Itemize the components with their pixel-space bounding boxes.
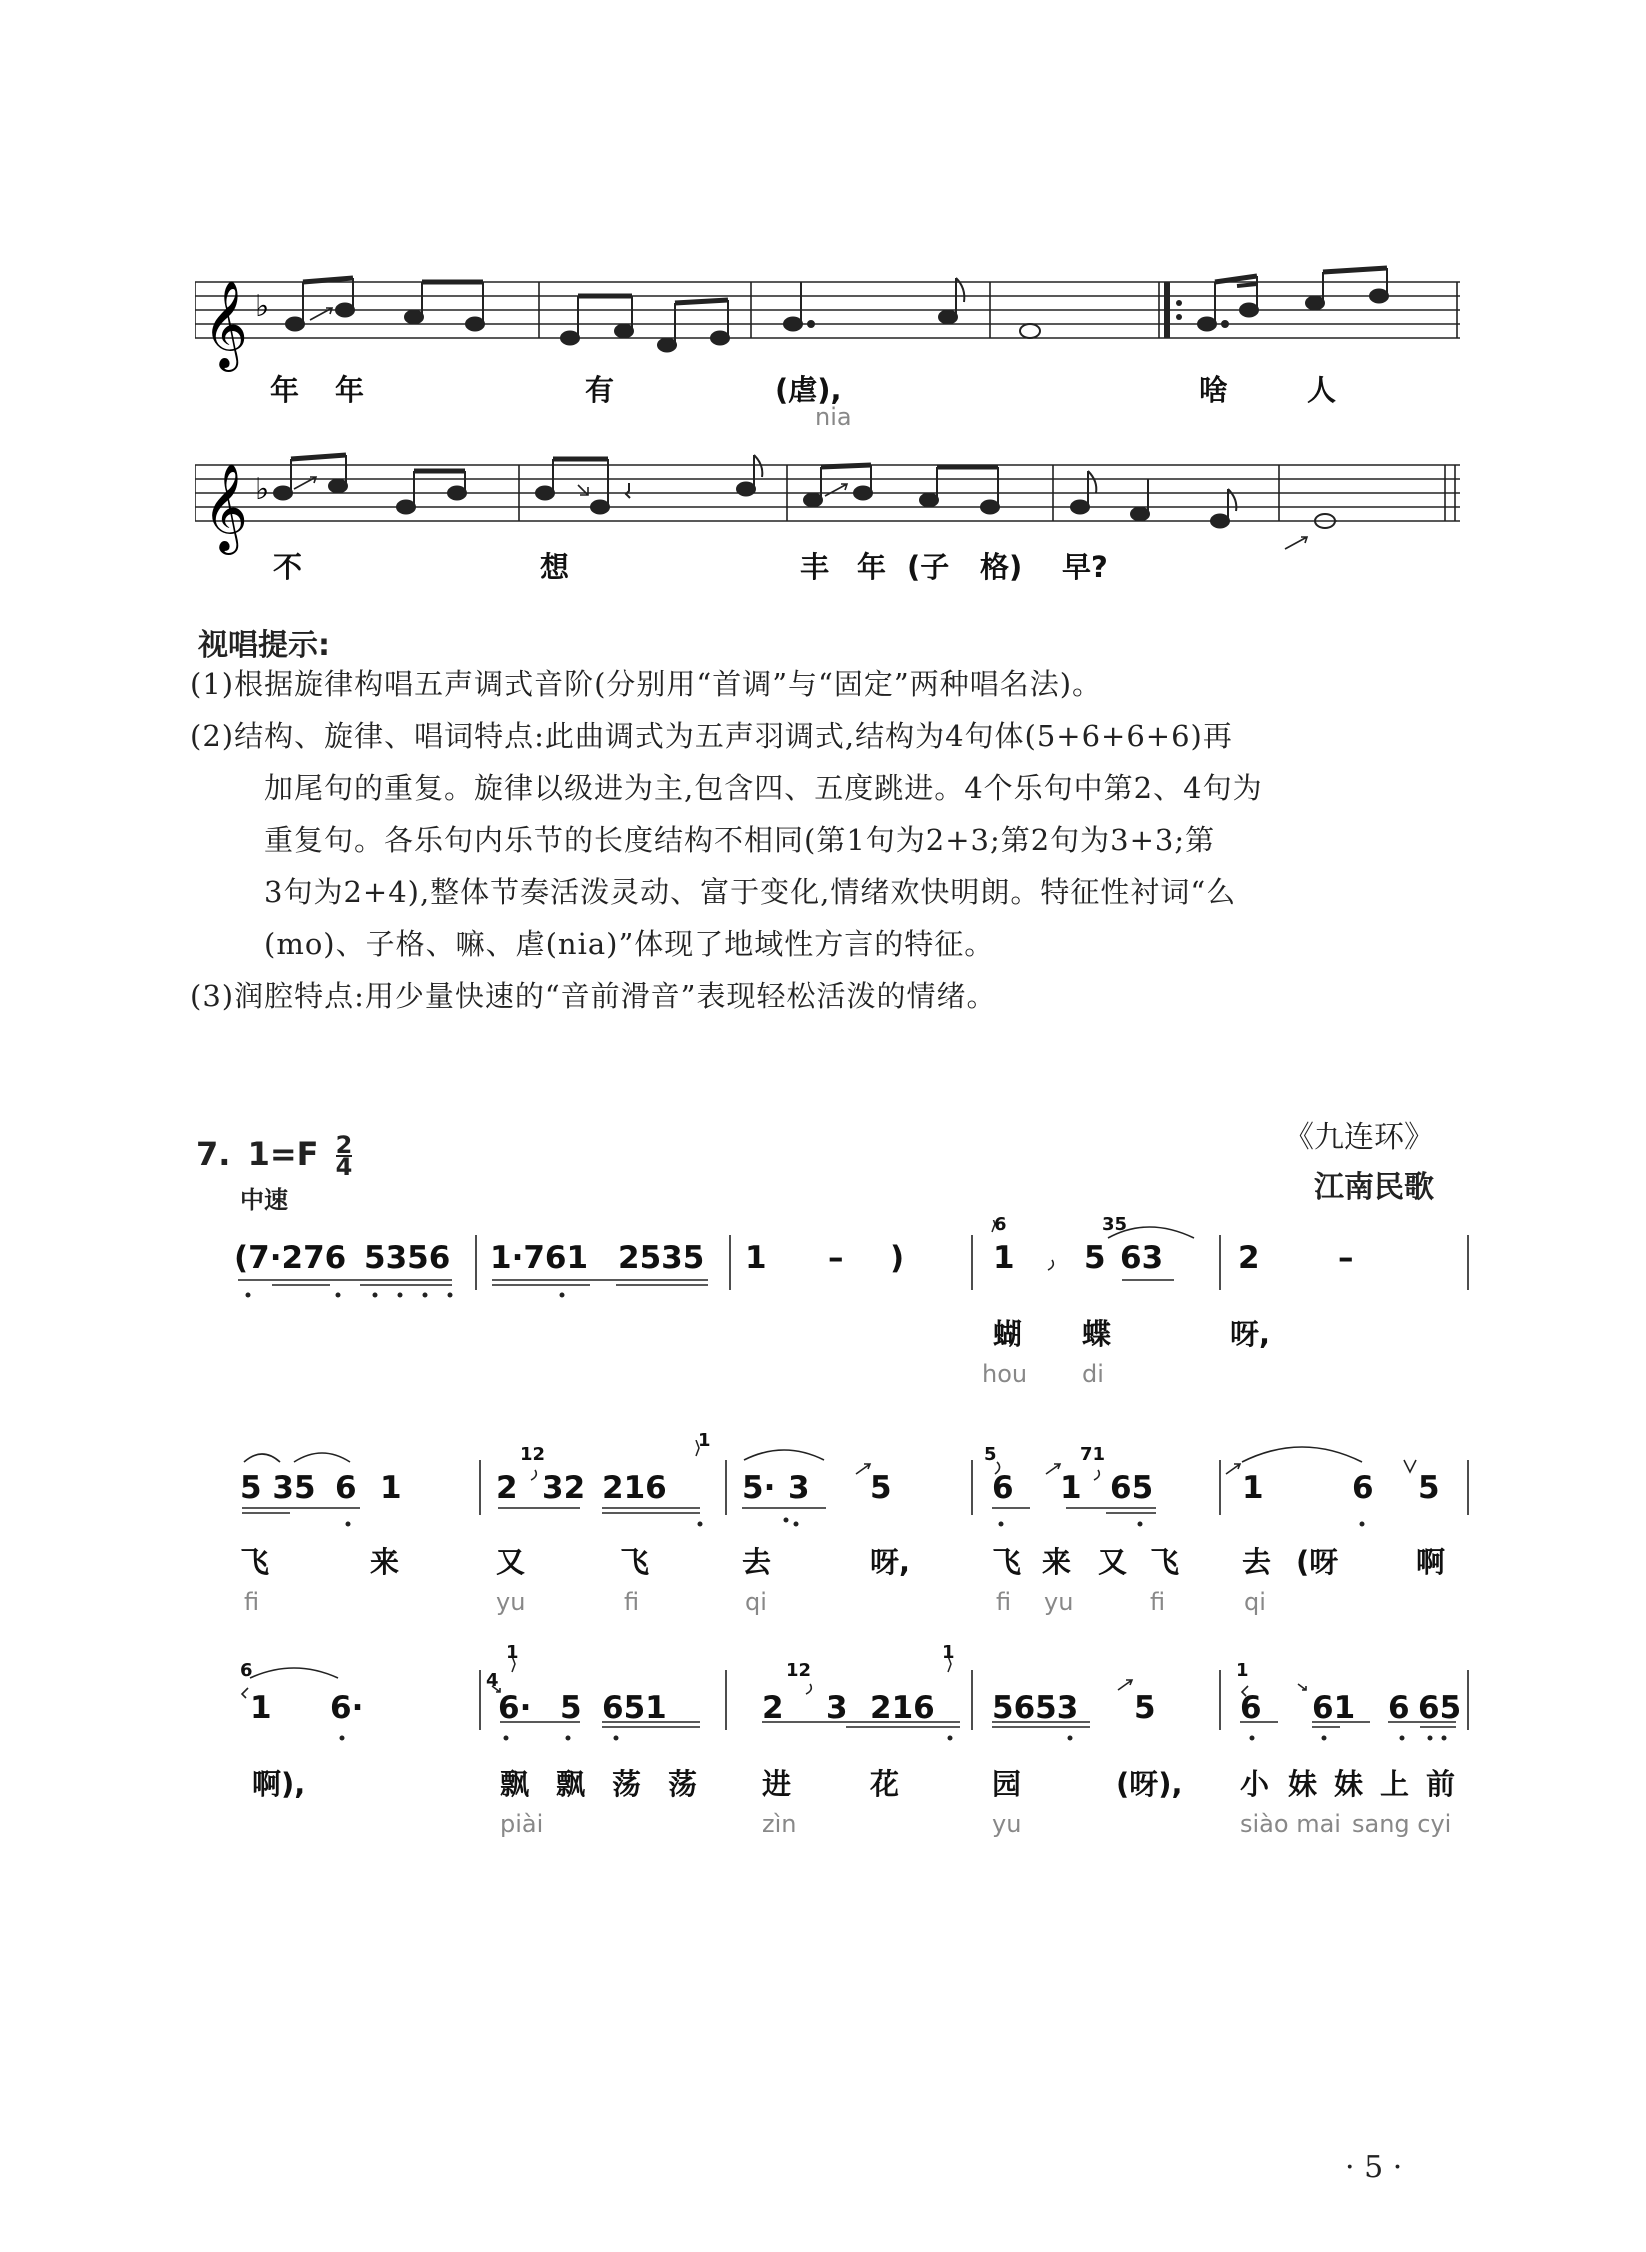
svg-text:♭: ♭ [255,472,270,507]
lyric: 呀, [1230,1317,1271,1351]
lyric: 又 [496,1545,526,1579]
staff-line-2 [195,425,1460,585]
grace-note: 4 [486,1670,499,1691]
hint-item-1: (1)根据旋律构唱五声调式音阶(分别用“首调”与“固定”两种唱名法)。 [190,667,1103,701]
jianpu-note: 3 [826,1690,848,1726]
jianpu-note: 6· [498,1690,532,1726]
jianpu-dash: – [1338,1240,1354,1276]
jianpu-note: 5 [1418,1470,1440,1506]
jianpu-note: 1·761 [490,1240,589,1276]
treble-clef-icon: 𝄞 [203,462,248,551]
jianpu-note: 5 [870,1470,892,1506]
grace-note: 6 [994,1214,1007,1235]
lyric: 不 [273,550,303,584]
lyric: 飞 [240,1545,270,1579]
jianpu-note: 2 [1238,1240,1260,1276]
jianpu-note: 6 [992,1470,1014,1506]
grace-note: 71 [1080,1444,1106,1465]
lyric: 年 [270,373,300,407]
page-number: · 5 · [1345,2150,1403,2185]
hint-item-2: (2)结构、旋律、唱词特点:此曲调式为五声羽调式,结构为4句体(5+6+6+6)再 [190,719,1233,753]
lyric: 来 [370,1545,400,1579]
svg-text:♭: ♭ [255,289,270,324]
song-number: 7. [196,1135,231,1173]
pinyin: piài [500,1810,544,1838]
jianpu-line-3 [230,1642,1470,1850]
jianpu-note: 651 [602,1690,667,1726]
lyric: 啊 [1416,1545,1446,1579]
lyric: 妹 [1334,1767,1364,1801]
jianpu-line-1 [230,1214,1470,1400]
hint-item-2-line: 加尾句的重复。旋律以级进为主,包含四、五度跳进。4个乐句中第2、4句为 [264,771,1263,805]
jianpu-note: 2535 [618,1240,705,1276]
lyric: 啥 [1199,373,1229,407]
pinyin: qi [1244,1588,1266,1616]
hint-item-2-line: 3句为2+4),整体节奏活泼灵动、富于变化,情绪欢快明朗。特征性衬词“么 [264,875,1237,909]
lyric: 年 [857,550,887,584]
jianpu-note: 1 [745,1240,767,1276]
jianpu-note: 1 [1242,1470,1264,1506]
lyric: 花 [870,1767,900,1801]
jianpu-note: 5 [1084,1240,1106,1276]
lyric: 人 [1307,373,1337,407]
time-bottom: 4 [335,1153,353,1181]
treble-clef-icon: 𝄞 [203,279,248,368]
pinyin: sang cyi [1352,1810,1452,1838]
hint-item-3: (3)润腔特点:用少量快速的“音前滑音”表现轻松活泼的情绪。 [190,979,997,1013]
pinyin: yu [496,1588,526,1616]
jianpu-note: 5· [742,1470,776,1506]
song-title: 《九连环》 [1284,1120,1434,1155]
lyric: 蝴 [993,1317,1023,1351]
lyric: 早? [1062,550,1108,584]
lyric: 丰 [800,550,830,584]
pinyin: di [1082,1360,1104,1388]
pinyin: yu [1044,1588,1074,1616]
jianpu-dash: – [828,1240,844,1276]
jianpu-note: 65 [1110,1470,1154,1506]
grace-note: 1 [506,1642,519,1663]
jianpu-note: 61 [1312,1690,1356,1726]
lyric: 园 [992,1767,1022,1801]
jianpu-note: 1 [1060,1470,1082,1506]
jianpu-paren: ) [890,1240,905,1276]
song-header [196,1131,353,1181]
grace-note: 12 [520,1444,546,1465]
grace-note: 1 [698,1430,711,1451]
pinyin: zìn [762,1810,797,1838]
grace-note: 1 [942,1642,955,1663]
lyric: 小 [1240,1767,1270,1801]
pinyin: hou [982,1360,1028,1388]
tempo-marking: 中速 [240,1186,288,1214]
hint-item-2-line: (mo)、子格、嘛、虐(nia)”体现了地域性方言的特征。 [264,927,995,961]
lyric: (子 [907,550,950,584]
hints-title: 视唱提示: [198,628,330,663]
lyric: (呀), [1116,1767,1183,1801]
jianpu-note: 5 3 [240,1470,294,1506]
jianpu-note: 65 [1418,1690,1462,1726]
lyric: 去 [1242,1545,1272,1579]
lyric: 妹 [1288,1767,1318,1801]
lyric: (虐), [775,373,842,407]
lyric: 荡 [668,1767,698,1801]
lyric: 上 [1380,1767,1410,1801]
lyric: 又 [1098,1545,1128,1579]
jianpu-note: 5356 [364,1240,451,1276]
grace-note: 12 [786,1660,812,1681]
lyric: (呀 [1296,1545,1339,1579]
grace-note: 1 [1236,1660,1249,1681]
time-top: 2 [335,1131,353,1159]
jianpu-note: 63 [1120,1240,1164,1276]
pinyin: qi [745,1588,767,1616]
jianpu-note: 1 [250,1690,272,1726]
jianpu-note: 5 [294,1470,316,1506]
key-signature: 1=F [247,1135,319,1173]
hint-item-2-line: 重复句。各乐句内乐节的长度结构不相同(第1句为2+3;第2句为3+3;第 [264,823,1216,857]
jianpu-note: 6· [330,1690,364,1726]
lyric: 呀, [870,1545,911,1579]
lyric: 飘 [500,1767,530,1801]
jianpu-note: 6 [1240,1690,1262,1726]
jianpu-note: 1 [380,1470,402,1506]
jianpu-note: 5653 [992,1690,1079,1726]
lyric: 啊), [252,1767,306,1801]
jianpu-note: 216 [602,1470,667,1506]
jianpu-note: 3 [788,1470,810,1506]
grace-note: 5 [984,1444,997,1465]
jianpu-note: (7·276 [234,1240,347,1276]
pinyin: fi [996,1588,1012,1616]
song-origin: 江南民歌 [1314,1170,1434,1205]
lyric: 飘 [556,1767,586,1801]
lyric: 荡 [612,1767,642,1801]
lyric: 去 [742,1545,772,1579]
lyric: 进 [762,1767,792,1801]
pinyin: yu [992,1810,1022,1838]
pinyin: siào mai [1240,1810,1341,1838]
lyric: 飞 [992,1545,1022,1579]
lyric: 想 [540,550,570,584]
jianpu-note: 6 [335,1470,357,1506]
jianpu-note: 6 [1352,1470,1374,1506]
pinyin: fi [624,1588,640,1616]
pinyin: fi [1150,1588,1166,1616]
lyric: 年 [335,373,365,407]
grace-note: 35 [1102,1214,1128,1235]
pinyin: nia [815,403,852,431]
jianpu-note: 32 [542,1470,586,1506]
grace-note: 6 [240,1660,253,1681]
lyric: 前 [1426,1767,1456,1801]
jianpu-note: 5 [560,1690,582,1726]
jianpu-note: 2 [762,1690,784,1726]
pinyin: fi [244,1588,260,1616]
jianpu-note: 2 [496,1470,518,1506]
lyric: 蝶 [1082,1317,1112,1351]
jianpu-note: 6 [1388,1690,1410,1726]
lyric: 格) [980,550,1023,584]
jianpu-note: 216 [870,1690,935,1726]
lyric: 飞 [1150,1545,1180,1579]
lyric: 来 [1042,1545,1072,1579]
jianpu-note: 1 [993,1240,1015,1276]
jianpu-line-2 [230,1430,1470,1630]
jianpu-note: 5 [1134,1690,1156,1726]
time-signature [335,1131,353,1181]
lyric: 有 [585,373,615,407]
lyric: 飞 [620,1545,650,1579]
staff-line-1 [195,258,1460,438]
